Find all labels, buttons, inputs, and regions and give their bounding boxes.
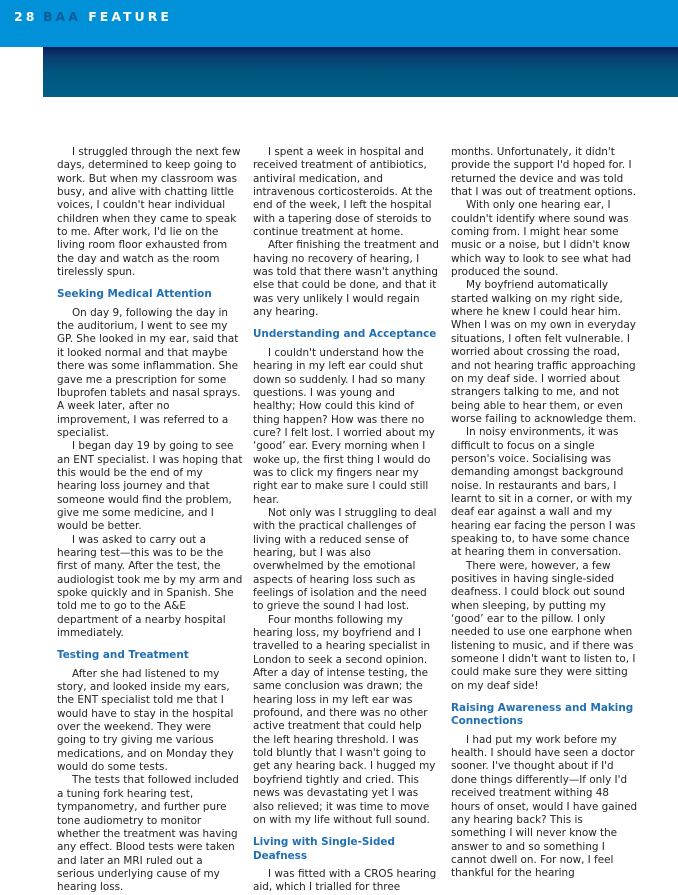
article-paragraph: I struggled through the next few days, determined to keep going to work. But when my classroom was busy, and alive with chatting little voices, I couldn't hear individual children when they came to speak to me. After work, I'd lie on the living room floor exhausted from the day and watch as the room tirelessly spun.	[57, 146, 241, 279]
article-paragraph: I was fitted with a CROS hearing aid, which I trialled for three	[253, 867, 437, 894]
section-heading: Raising Awareness and Making Connections	[451, 702, 634, 728]
article-paragraph: months. Unfortunately, it didn't provide the support I'd hoped for. I returned the device and was told that I was out of treatment options.	[451, 146, 636, 199]
article-paragraph: There were, however, a few positives in having single-sided deafness. I could block out sound when sleeping, by putting my ‘good’ ear to the pillow. I only needed to use one earphone when listening to music, and if there was someone I didn't want to listen to, I could make sure they were sitting on my deaf side!	[451, 559, 636, 692]
article-column-1	[57, 146, 243, 895]
page-header-bar	[0, 0, 678, 47]
article-paragraph: With only one hearing ear, I couldn't identify where sound was coming from. I might hear some music or a noise, but I didn't know which way to look to see what had produced the sound.	[451, 199, 632, 279]
article-paragraph: I spent a week in hospital and received treatment of antibiotics, antiviral medication, and intravenous corticosteroids. At the end of the week, I left the hospital with a tapering dose of steroids to continue treatment at home.	[253, 146, 433, 239]
article-paragraph: I began day 19 by going to see an ENT specialist. I was hoping that this would be the end of my hearing loss journey and that someone would find the problem, give me some medicine, and I would be better.	[57, 440, 243, 533]
article-paragraph: My boyfriend automatically started walking on my right side, where he knew I could hear him. When I was on my own in everyday situations, I often felt vulnerable. I worried about crossing the road, and not hearing traffic approaching on my deaf side. I worried about strangers talking to me, and not being able to hear them, or even worse failing to acknowledge them.	[451, 279, 637, 425]
section-label	[43, 9, 172, 24]
article-paragraph: After finishing the treatment and having no recovery of hearing, I was told that there wasn't anything else that could be done, and that it was very unlikely I would regain any hearing.	[253, 239, 439, 319]
article-paragraph: After she had listened to my story, and looked inside my ears, the ENT specialist told me that I would have to stay in the hospital over the weekend. They were going to try giving me various medications, and on Monday they would do some tests.	[57, 667, 234, 774]
article-paragraph: I was asked to carry out a hearing test—this was to be the first of many. After the test, the audiologist took me by my arm and spoke quickly and in Spanish. She told me to go to the A&E department of a nearby hospital immediately.	[57, 533, 243, 640]
article-paragraph: I had put my work before my health. I should have seen a doctor sooner. I've thought about if I'd done things differently—If only I'd received treatment withing 48 hours of onset, would I have gained any hearing back? This is something I will never know the answer to and so something I cannot dwell on. For now, I feel thankful for the hearing	[451, 733, 638, 880]
article-paragraph: The tests that followed included a tuning fork hearing test, tympanometry, and further pure tone audiometry to monitor whether the treatment was having any effect. Blood tests were taken and later an MRI ruled out a serious underlying cause of my hearing loss.	[57, 774, 239, 894]
section-heading: Understanding and Acceptance	[253, 328, 437, 341]
section-name: FEATURE	[88, 9, 172, 24]
article-paragraph: In noisy environments, it was difficult to focus on a single person's voice. Socialising was demanding amongst background noise. In restaurants and bars, I learnt to sit in a corner, or with my deaf ear against a wall and my hearing ear facing the person I was speaking to, to have some chance at hearing them in conversation.	[451, 426, 636, 559]
section-heading: Testing and Treatment	[57, 649, 189, 662]
article-paragraph: On day 9, following the day in the auditorium, I went to see my GP. She looked in my ear, said that it looked normal and that maybe there was some inflammation. She gave me a prescription for some Ibuprofen tablets and nasal sprays. A week later, after no improvement, I was referred to a specialist.	[57, 306, 241, 439]
article-column-2	[253, 146, 439, 895]
article-column-3	[451, 146, 641, 881]
header-image-band	[43, 47, 678, 97]
section-heading: Seeking Medical Attention	[57, 288, 212, 301]
brand-name: BAA	[43, 9, 81, 24]
article-paragraph: I couldn't understand how the hearing in my left ear could shut down so suddenly. I had so many questions. I was young and healthy; How could this kind of thing happen? How was there no cure? I felt lost. I worried about my ‘good’ ear. Every morning when I woke up, the first thing I would do was to click my fingers near my right ear to make sure I could still hear.	[253, 346, 435, 506]
section-heading: Living with Single-Sided Deafness	[253, 836, 395, 862]
article-paragraph: Not only was I struggling to deal with the practical challenges of living with a reduced sense of hearing, but I was also overwhelmed by the emotional aspects of hearing loss such as feelings of isolation and the need to grieve the sound I had lost.	[253, 506, 437, 613]
article-paragraph: Four months following my hearing loss, my boyfriend and I travelled to a hearing specialist in London to seek a second opinion. After a day of intense testing, the same conclusion was drawn; the hearing loss in my left ear was profound, and there was no other active treatment that could help the left hearing threshold. I was told bluntly that I wasn't going to get any hearing back. I hugged my boyfriend tightly and cried. This news was devastating yet I was also relieved; it was time to move on with my life without full sound.	[253, 613, 436, 826]
page-number: 28	[14, 9, 38, 24]
